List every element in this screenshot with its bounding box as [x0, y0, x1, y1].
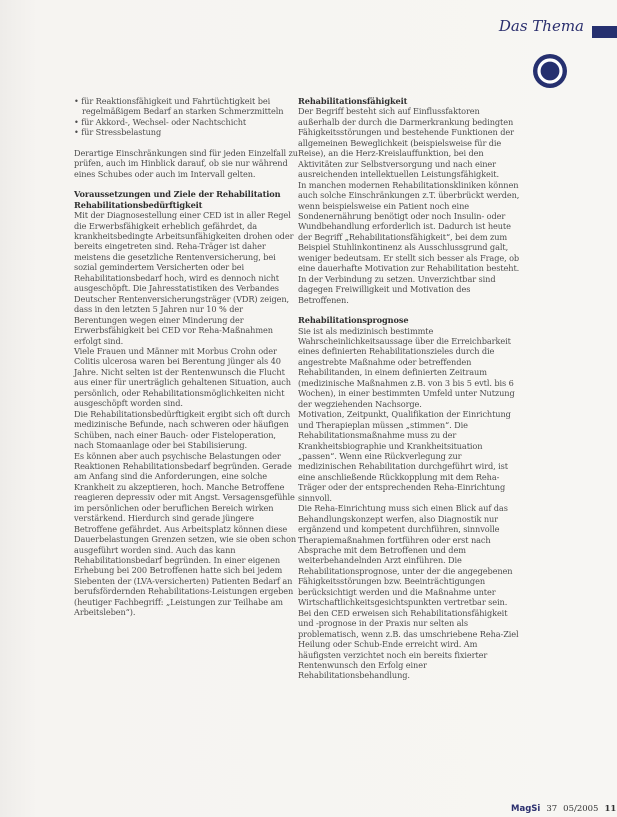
- paragraph: Es können aber auch psychische Belastungen oder Reaktionen Rehabilitationsbedarf begründen. Gerade am Anfang sind die Anforderungen, eine solche Krankheit zu akzeptieren, hoch. Manche Betroffene reagieren depressiv oder mit Angst. Versagensgefühle im persönlichen oder beruflichen Bereich wirken verstärkend. Hierdurch sind gerade jüngere Betroffene gefährdet. Aus Arbeitsplatz können diese Dauerbelastungen Grenzen setzen, wie sie oben schon ausgeführt worden sind. Auch das kann Rehabilitationsbedarf begründen. In einer eigenen Erhebung bei 200 Betroffenen hatte sich bei jedem Siebenten der (LVA-versicherten) Patienten Bedarf an berufsfördernden Rehabilitations-Leistungen ergeben (heutiger Fachbegriff: „Leistungen zur Teilhabe am Arbeitsleben“).: [74, 450, 297, 618]
- section-heading: Rehabilitationsprognose: [298, 315, 409, 326]
- issue-number: 37: [546, 804, 558, 814]
- bullet-item: • für Akkord-, Wechsel- oder Nachtschicht: [74, 116, 247, 127]
- page-footer: [511, 804, 617, 814]
- paragraph: In manchen modernen Rehabilitationskliniken können auch solche Einschränkungen z.T. überbrückt werden, wenn beispielsweise ein Patient noch eine Sondenernährung benötigt oder noch Insulin- oder Wundbehandlung erforderlich ist. Dadurch ist heute der Begriff „Rehabilitationsfähigkeit“, bei dem zum Beispiel Stuhlinkontinenz als Ausschlussgrund galt, weniger bedeutsam. Er stellt sich besser als Frage, ob eine dauerhafte Motivation zur Rehabilitation besteht. In der Verbindung zu setzen. Unverzichtbar sind dagegen Freiwilligkeit und Motivation des Betroffenen.: [298, 179, 520, 305]
- paragraph: Die Reha-Einrichtung muss sich einen Blick auf das Behandlungskonzept werfen, also Diagnostik nur ergänzend und kompetent durchführen, sinnvolle Therapiemaßnahmen fortführen oder erst nach Absprache mit dem Betroffenen und dem weiterbehandelnden Arzt einführen. Die Rehabilitationsprognose, unter der die angegebenen Fähigkeitsstörungen bzw. Beeinträchtigungen berücksichtigt werden und die Maßnahme unter Wirtschaftlichkeitsgesichtspunkten vertretbar sein.: [298, 503, 513, 608]
- paragraph: Mit der Diagnosestellung einer CED ist in aller Regel die Erwerbsfähigkeit erheblich gefährdet, da krankheitsbedingte Arbeitsunfähigkeiten drohen oder bereits eingetreten sind. Reha-Träger ist daher meistens die gesetzliche Rentenversicherung, bei sozial gemindertem Versicherten oder bei Rehabilitationsbedarf hoch, wird es dennoch nicht ausgeschöpft. Die Jahresstatistiken des Verbandes Deutscher Rentenversicherungsträger (VDR) zeigen, dass in den letzten 5 Jahren nur 10 % der Berentungen wegen einer Minderung der Erwerbsfähigkeit bei CED vor Reha-Maßnahmen erfolgt sind.: [74, 210, 294, 346]
- paragraph: Derartige Einschränkungen sind für jeden Einzelfall zu prüfen, auch im Hinblick darauf, ob sie nur während eines Schubes oder auch im Intervall gelten.: [74, 147, 298, 179]
- section-title-bar: [592, 26, 617, 38]
- bullet-item: • für Stressbelastung: [74, 127, 162, 138]
- section-title: Das Thema: [498, 17, 584, 35]
- right-column: [298, 96, 522, 681]
- page-number: 11: [604, 804, 617, 814]
- spacer: [74, 138, 298, 148]
- spacer: [298, 305, 522, 315]
- bullet-item: • für Reaktionsfähigkeit und Fahrtüchtigkeit bei regelmäßigem Bedarf an starken Schmerzmitteln: [74, 96, 284, 117]
- paragraph: Viele Frauen und Männer mit Morbus Crohn oder Colitis ulcerosa waren bei Berentung jünger als 40 Jahre. Nicht selten ist der Rentenwunsch die Flucht aus einer für unerträglich gehaltenen Situation, auch persönlich, oder Rehabilitationsmöglichkeiten nicht ausgeschöpft worden sind.: [74, 345, 291, 409]
- left-column: [74, 96, 298, 618]
- paragraph: Bei den CED erweisen sich Rehabilitationsfähigkeit und -prognose in der Praxis nur selten als problematisch, wenn z.B. das umschriebene Reha-Ziel Heilung oder Schub-Ende erreicht wird. Am häufigsten verzichtet noch ein bereits fixierter Rentenwunsch den Erfolg einer Rehabilitationsbehandlung.: [298, 607, 519, 681]
- magazine-name: MagSi: [511, 804, 541, 814]
- section-heading: Voraussetzungen und Ziele der Rehabilitation Rehabilitationsbedürftigkeit: [74, 189, 281, 210]
- paragraph: Der Begriff besteht sich auf Einflussfaktoren außerhalb der durch die Darmerkrankung bedingten Fähigkeitsstörungen und bestehende Funktionen der allgemeinen Beweglichkeit (beispielsweise für die Reise), an die Herz-Kreislauffunktion, bei den Aktivitäten zur Selbstversorgung und nach einer ausreichenden intellektuellen Leistungsfähigkeit.: [298, 106, 514, 180]
- paragraph: Die Rehabilitationsbedürftigkeit ergibt sich oft durch medizinische Befunde, nach schweren oder häufigen Schüben, nach einer Bauch- oder Fisteloperation, nach Stomaanlage oder bei Stabilisierung.: [74, 408, 291, 451]
- spacer: [74, 179, 298, 189]
- paragraph: Sie ist als medizinisch bestimmte Wahrscheinlichkeitsaussage über die Erreichbarkeit eines definierten Rehabilitationszieles durch die angestrebte Maßnahme oder betreffenden Rehabilitanden, in einem definierten Zeitraum (medizinische Maßnahmen z.B. von 3 bis 5 evtl. bis 6 Wochen), in einer bestimmten Umfeld unter Nutzung der wegziehenden Nachsorge.: [298, 325, 515, 409]
- paragraph: Motivation, Zeitpunkt, Qualifikation der Einrichtung und Therapieplan müssen „stimmen“. Die Rehabilitationsmaßnahme muss zu der Krankheitsbiographie und Krankheitsituation „passen“. Wenn eine Rückverlegung zur medizinischen Rehabilitation durchgeführt wird, ist eine anschließende Rückkopplung mit dem Reha-Träger oder der entsprechenden Reha-Einrichtung sinnvoll.: [298, 409, 511, 503]
- circle-logo-icon: [531, 52, 569, 90]
- section-heading: Rehabilitationsfähigkeit: [298, 96, 408, 106]
- issue-date: 05/2005: [563, 804, 599, 814]
